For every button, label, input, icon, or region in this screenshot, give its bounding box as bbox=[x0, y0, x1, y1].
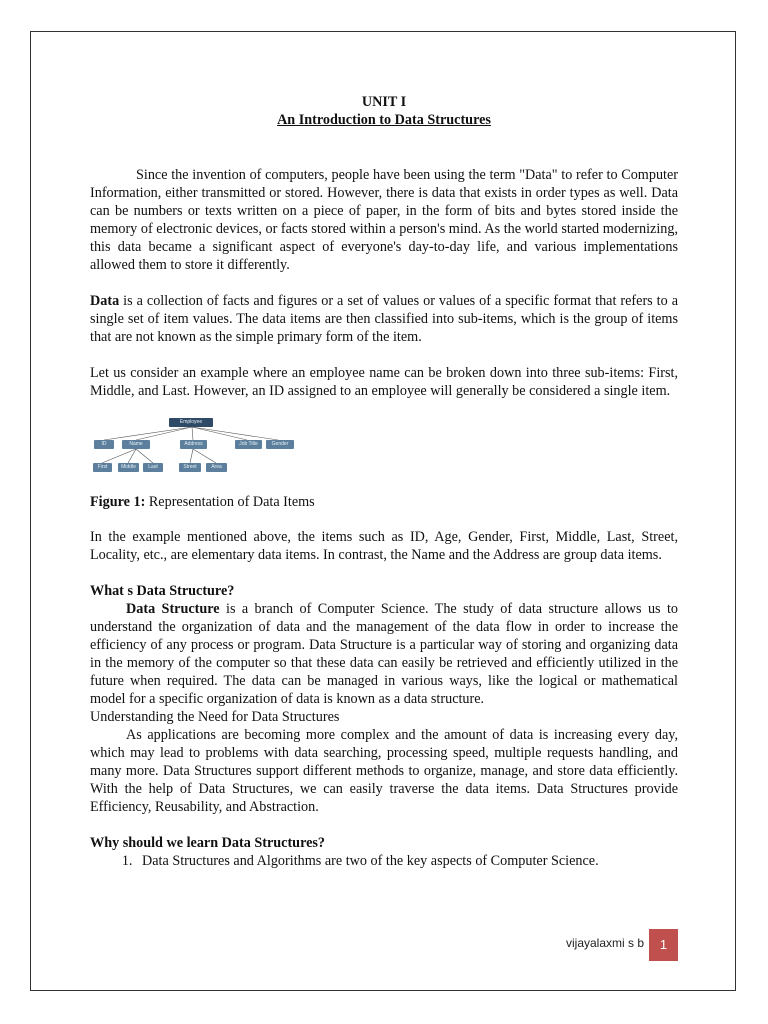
document-subtitle: An Introduction to Data Structures bbox=[277, 112, 491, 128]
street-node: Street bbox=[179, 463, 201, 472]
list-item: 1. Data Structures and Algorithms are two of the key aspects of Computer Science. bbox=[136, 852, 678, 870]
job-title-node: Job Title bbox=[235, 440, 262, 449]
what-is-ds-heading: What s Data Structure? bbox=[90, 583, 235, 599]
reasons-list bbox=[90, 852, 678, 870]
ds-term: Data Structure bbox=[126, 601, 220, 617]
ds-paragraph bbox=[90, 600, 678, 708]
data-items-figure bbox=[90, 414, 305, 484]
intro-text: Since the invention of computers, people have been using the term "Data" to refer to Computer Information, either transmitted or stored. However, there is data that exists in order types as well. Data can be numbers or texts written on a piece of paper, in the form of bits and bytes stored inside the memory of electronic devices, or facts stored within a person's mind. As the world started modernizing, this data became a significant aspect of everyone's day-to-day life, and various implementations allowed them to store it differently. bbox=[90, 167, 678, 273]
need-paragraph: As applications are becoming more complex and the amount of data is increasing every day, which may lead to problems with data searching, processing speed, multiple requests handling, and many more. Data Structures support different methods to organize, manage, and store data efficiently. With the help of Data Structures, we can easily traverse the data items. Data Structures provide Efficiency, Reusability, and Abstraction. bbox=[90, 727, 678, 815]
ds-definition-text: is a branch of Computer Science. The study of data structure allows us to understand the organization of data and the management of the data flow in order to increase the efficiency of any process or program. Data Structure is a particular way of storing and organizing data in the memory of the computer so that these data can easily be retrieved and efficiently utilized in the future when required. The data can be managed in various ways, like the logical or mathematical model for a specific organization of data is known as a data structure. bbox=[90, 601, 678, 707]
page-number-badge: 1 bbox=[649, 929, 678, 961]
address-node: Address bbox=[180, 440, 207, 449]
first-node: First bbox=[93, 463, 112, 472]
elementary-paragraph: In the example mentioned above, the items such as ID, Age, Gender, First, Middle, Last, Street, Locality, etc., are elementary data items. In contrast, the Name and the Address are group data items. bbox=[90, 529, 678, 563]
document-body bbox=[90, 93, 678, 870]
data-definition-paragraph bbox=[90, 292, 678, 346]
figure-caption bbox=[90, 493, 678, 511]
need-heading-line: Understanding the Need for Data Structures bbox=[90, 709, 340, 725]
employee-node: Employee bbox=[169, 418, 213, 427]
gender-node: Gender bbox=[266, 440, 294, 449]
id-node: ID bbox=[94, 440, 114, 449]
data-definition-text: is a collection of facts and figures or a set of values or values of a specific format that refers to a single set of item values. The data items are then classified into sub-items, which is the group of items that are not known as the simple primary form of the item. bbox=[90, 293, 678, 345]
figure-caption-text: Representation of Data Items bbox=[145, 494, 315, 510]
data-term: Data bbox=[90, 293, 120, 309]
why-learn-heading: Why should we learn Data Structures? bbox=[90, 835, 326, 851]
intro-paragraph bbox=[90, 166, 678, 274]
footer-author: vijayalaxmi s b bbox=[566, 936, 645, 950]
middle-node: Middle bbox=[118, 463, 139, 472]
area-node: Area bbox=[206, 463, 227, 472]
example-paragraph: Let us consider an example where an employee name can be broken down into three sub-items: First, Middle, and Last. However, an ID assigned to an employee will generally be considered a single item. bbox=[90, 365, 678, 399]
unit-title: UNIT I bbox=[361, 94, 407, 110]
name-node: Name bbox=[122, 440, 150, 449]
figure-label: Figure 1: bbox=[90, 494, 146, 510]
last-node: Last bbox=[143, 463, 163, 472]
